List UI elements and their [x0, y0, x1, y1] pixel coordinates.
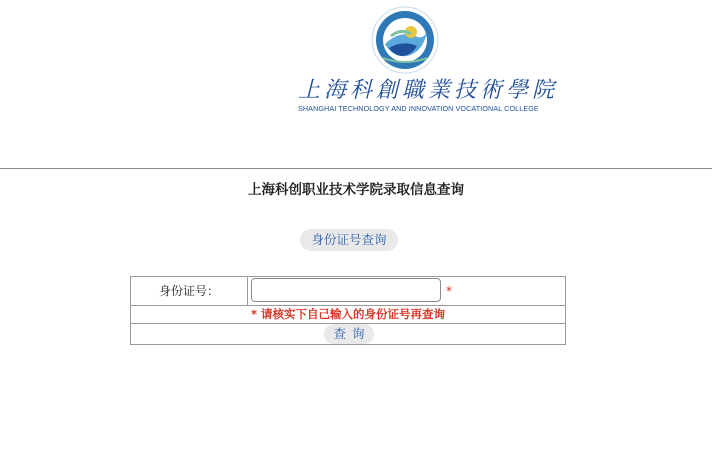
- school-name-en: SHANGHAI TECHNOLOGY AND INNOVATION VOCATIONAL COLLEGE: [298, 104, 539, 113]
- query-form: [130, 276, 566, 345]
- verify-hint: * 请核实下自己输入的身份证号再查询: [131, 306, 565, 324]
- header-divider: [0, 168, 712, 169]
- id-number-input[interactable]: [251, 278, 441, 302]
- id-label: 身份证号：: [131, 277, 248, 305]
- id-row: [131, 277, 565, 306]
- query-button[interactable]: 查询: [324, 324, 374, 344]
- page-title: 上海科创职业技术学院录取信息查询: [248, 182, 464, 198]
- college-emblem-icon: [371, 6, 439, 74]
- header: [0, 0, 712, 168]
- school-name-cn: 上海科創職業技術學院: [298, 78, 559, 103]
- submit-row: [131, 324, 565, 344]
- id-query-tab[interactable]: 身份证号查询: [300, 229, 398, 251]
- required-mark: *: [446, 284, 452, 298]
